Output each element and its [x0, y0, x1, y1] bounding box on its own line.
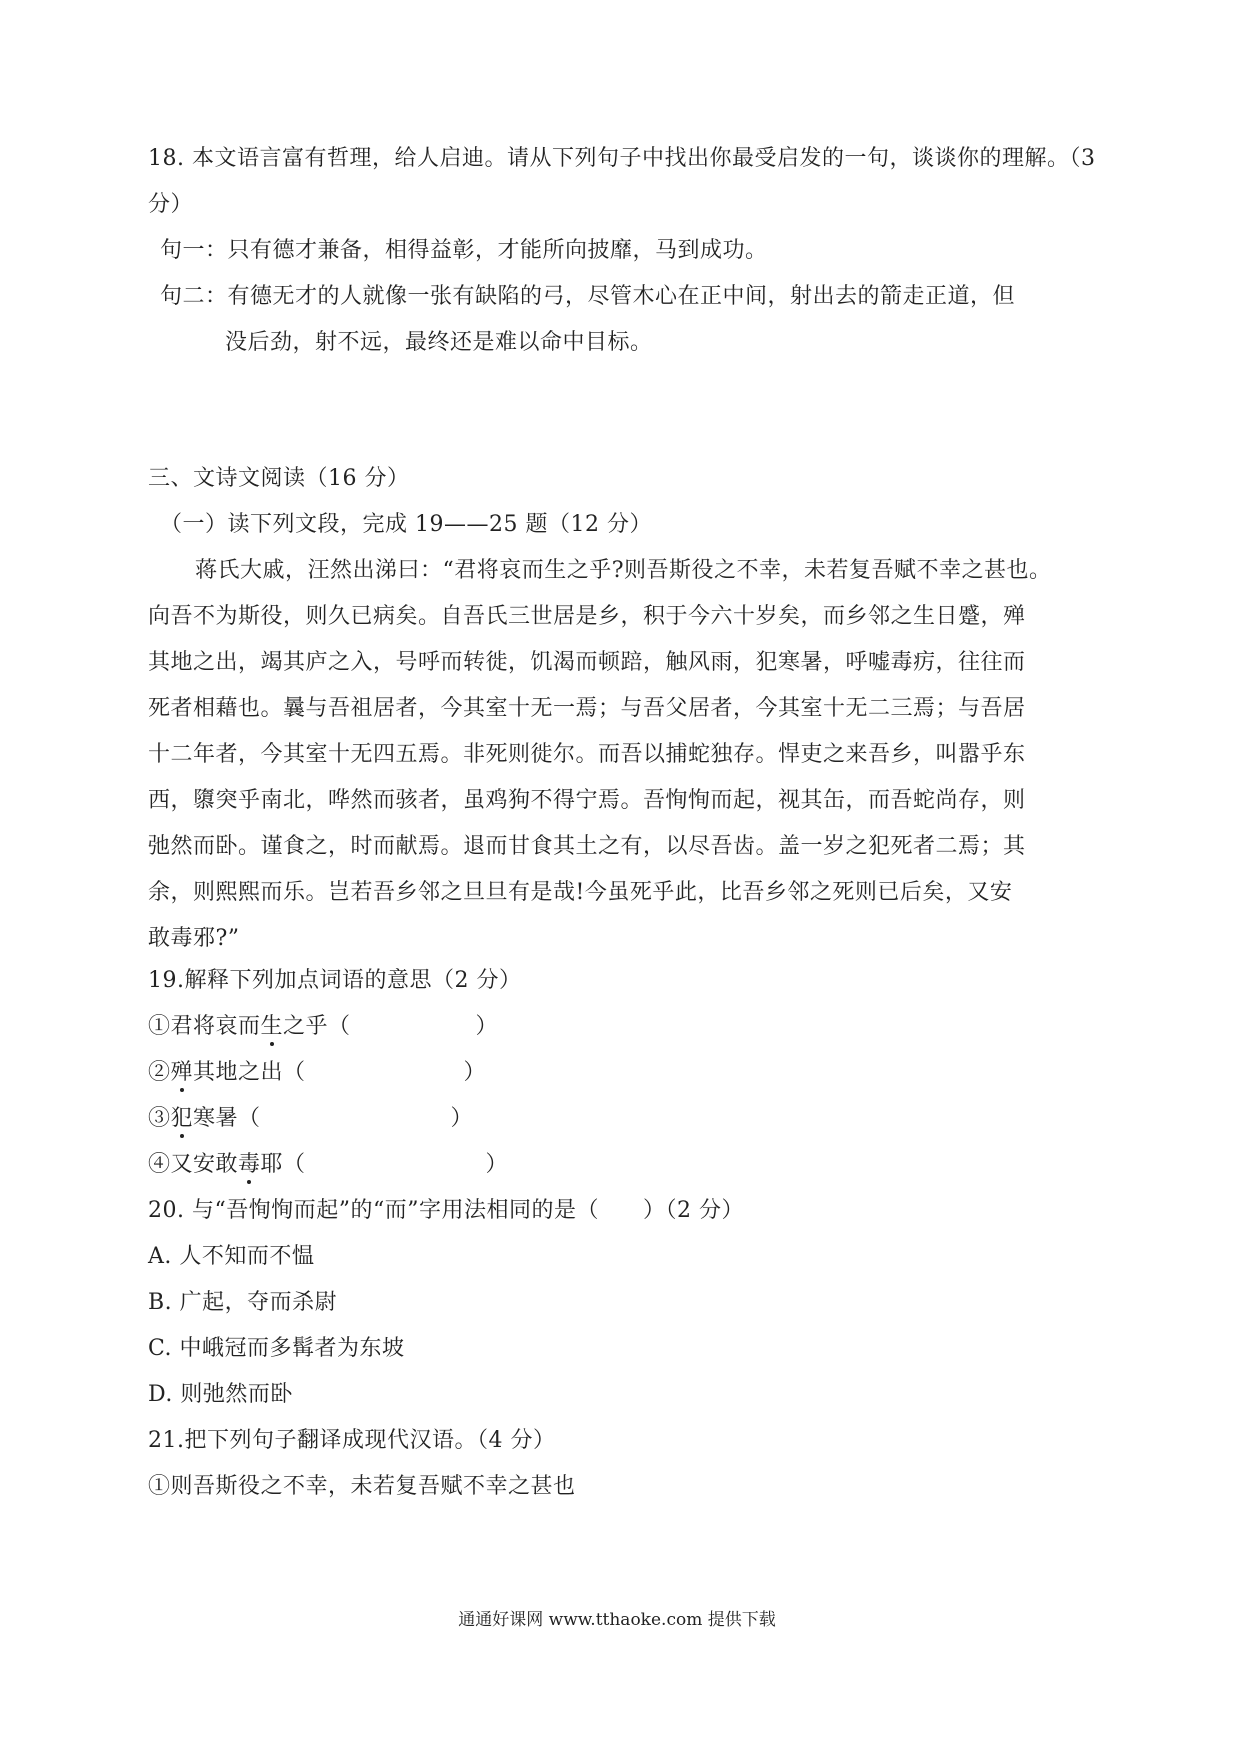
q18-stem-line2: 分）: [148, 192, 194, 217]
q19-item-close: ）: [450, 1106, 474, 1131]
dotted-word: 毒: [238, 1152, 261, 1177]
section3-title: 三、文诗文阅读（16 分）: [148, 466, 410, 491]
q19-item-3: [148, 1104, 473, 1134]
q19-item-text: 寒暑（: [193, 1106, 261, 1131]
q20-option-d: D. 则弛然而卧: [148, 1382, 293, 1407]
q19-item-1: [148, 1012, 498, 1042]
q20-stem: [148, 1196, 744, 1226]
q19-item-text: ①君将哀而: [148, 1014, 261, 1039]
passage-line: 敢毒邪?”: [148, 926, 240, 951]
q19-item-2: [148, 1058, 486, 1088]
q21-stem: 21.把下列句子翻译成现代汉语。（4 分）: [148, 1428, 556, 1453]
q19-item-close: ）: [485, 1152, 509, 1177]
q19-item-text: 耶（: [260, 1152, 306, 1177]
passage-line: 十二年者，今其室十无四五焉。非死则徙尔。而吾以捕蛇独存。悍吏之来吾乡，叫嚣乎东: [148, 742, 1026, 767]
dotted-word: 殚: [170, 1060, 194, 1085]
q19-item-close: ）: [475, 1014, 499, 1039]
q19-item-text: 之乎（: [283, 1014, 351, 1039]
q19-item-close: ）: [463, 1060, 487, 1085]
q18-option1: 句一：只有德才兼备，相得益彰，才能所向披靡，马到成功。: [160, 238, 768, 263]
q20-option-b: B. 广起，夺而杀尉: [148, 1290, 338, 1315]
passage-line: 蒋氏大戚，汪然出涕曰：“君将哀而生之乎?则吾斯役之不幸，未若复吾赋不幸之甚也。: [195, 558, 1052, 583]
passage-line: 其地之出，竭其庐之入，号呼而转徙，饥渴而顿踣，触风雨，犯寒暑，呼嘘毒疠，往往而: [148, 650, 1026, 675]
q21-item-1: ①则吾斯役之不幸，未若复吾赋不幸之甚也: [148, 1474, 576, 1499]
q20-option-a: A. 人不知而不愠: [148, 1244, 315, 1269]
q19-item-4: [148, 1150, 508, 1180]
q19-stem: 19.解释下列加点词语的意思（2 分）: [148, 968, 522, 993]
page-footer: 通通好课网 www.tthaoke.com 提供下载: [458, 1610, 776, 1630]
passage-line: 弛然而卧。谨食之，时而献焉。退而甘食其土之有，以尽吾齿。盖一岁之犯死者二焉；其: [148, 834, 1026, 859]
passage-line: 向吾不为斯役，则久已病矣。自吾氏三世居是乡，积于今六十岁矣，而乡邻之生日蹙，殚: [148, 604, 1026, 629]
dotted-word: 生: [260, 1014, 284, 1039]
q19-item-text: 其地之出（: [193, 1060, 306, 1085]
passage-line: 西，隳突乎南北，哗然而骇者，虽鸡狗不得宁焉。吾恂恂而起，视其缶，而吾蛇尚存，则: [148, 788, 1026, 813]
passage-line: 余，则熙熙而乐。岂若吾乡邻之旦旦有是哉!今虽死乎此，比吾乡邻之死则已后矣，又安: [148, 880, 1013, 905]
q19-item-text: ②: [148, 1060, 171, 1085]
passage-line: 死者相藉也。曩与吾祖居者，今其室十无一焉；与吾父居者，今其室十无二三焉；与吾居: [148, 696, 1026, 721]
section3-subtitle: （一）读下列文段，完成 19——25 题（12 分）: [160, 512, 652, 537]
dotted-word: 犯: [170, 1106, 194, 1131]
q18-option2-line2: 没后劲，射不远，最终还是难以命中目标。: [225, 330, 653, 355]
q19-item-text: ④又安敢: [148, 1152, 239, 1177]
q20-stem-text: 20. 与“吾恂恂而起”的“而”字用法相同的是（: [148, 1198, 599, 1223]
q20-option-c: C. 中峨冠而多髯者为东坡: [148, 1336, 405, 1361]
q18-stem-line1: 18. 本文语言富有哲理，给人启迪。请从下列句子中找出你最受启发的一句，谈谈你的理解。（3: [148, 146, 1096, 171]
q20-stem-points: ）（2 分）: [642, 1198, 744, 1223]
q19-item-text: ③: [148, 1106, 171, 1131]
q18-option2-line1: 句二：有德无才的人就像一张有缺陷的弓，尽管木心在正中间，射出去的箭走正道，但: [160, 284, 1016, 309]
